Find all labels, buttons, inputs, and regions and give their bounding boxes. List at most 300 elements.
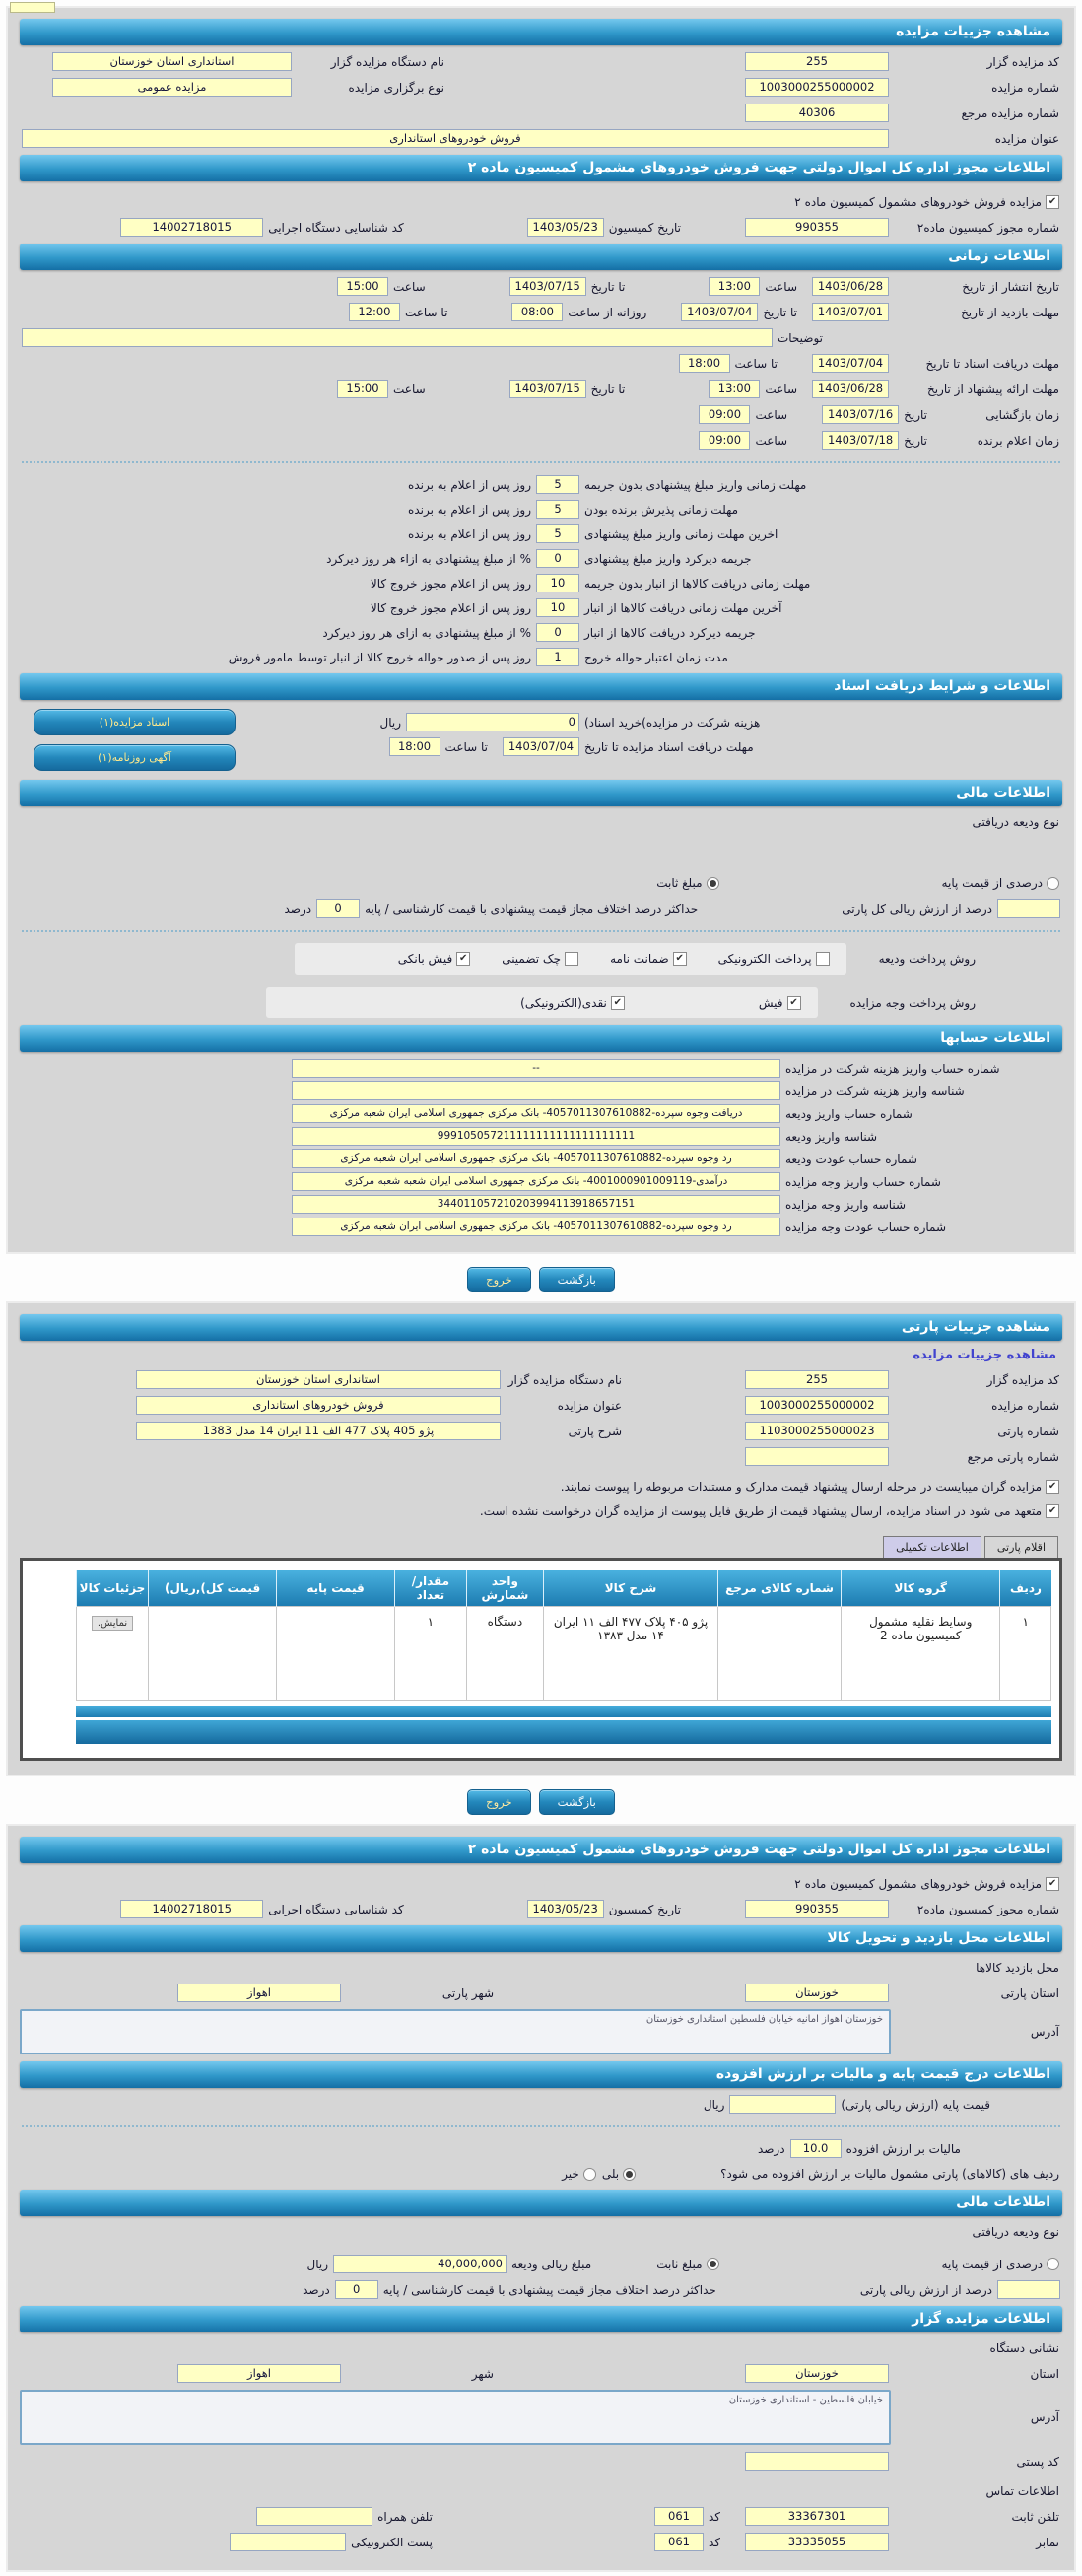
party-province-field[interactable]: خوزستان	[745, 1984, 889, 2002]
form-row	[20, 1081, 1062, 1100]
fixed-amount-radio[interactable]	[656, 876, 718, 890]
form-row	[20, 2533, 1062, 2551]
vat-field[interactable]: 10.0	[790, 2139, 842, 2158]
radio-unchecked-icon[interactable]	[1047, 877, 1059, 890]
days-after-exit-permit-text: روز پس از اعلام مجوز خروج کالا	[370, 576, 531, 591]
days-after-winner-text: روز پس از اعلام به برنده	[408, 477, 531, 492]
receipt-checkbox[interactable]	[759, 996, 801, 1010]
to-hour-label: تا ساعت	[734, 356, 778, 371]
hour-label: ساعت	[393, 382, 426, 396]
publish-to-date-field[interactable]: 1403/07/15	[509, 277, 586, 296]
column-header-base-price: قیمت پایه	[277, 1570, 395, 1607]
no-file-bid-checkbox[interactable]	[480, 1504, 1059, 1518]
form-row	[20, 1984, 1062, 2002]
opening-time-label: زمان بازگشایی	[985, 407, 1059, 422]
form-row	[20, 524, 1062, 543]
days-after-winner-text: روز پس از اعلام به برنده	[408, 526, 531, 541]
form-row	[20, 813, 1062, 831]
auction-number-field[interactable]: 1003000255000002	[745, 78, 889, 97]
base-price-label: قیمت پایه (ارزش ریالی پارتی)	[841, 2097, 990, 2112]
option-label: مبلغ ثابت	[656, 2257, 703, 2271]
auction-return-account-field[interactable]: رد وجوه سپرده-4057011307610882- بانک مرکزی جمهوری اسلامی ایران شعبه مرکزی	[292, 1218, 780, 1236]
docs-receive-deadline-time-field[interactable]: 18:00	[389, 737, 440, 756]
section-header-base-price-vat: اطلاعات درج قیمت پایه و مالیات بر ارزش افزوده	[20, 2061, 1062, 2088]
vat-yes-radio[interactable]	[602, 2167, 636, 2181]
form-row	[20, 874, 1062, 892]
party-ref-number-label: شماره پارتی مرجع	[967, 1449, 1059, 1464]
exit-permit-validity-field[interactable]: 1	[536, 648, 579, 666]
auction-number-field[interactable]: 1003000255000002	[745, 1396, 889, 1415]
form-row	[20, 1172, 1062, 1191]
form-row	[20, 2139, 1062, 2158]
to-date-label: تا تاریخ	[590, 382, 626, 396]
publish-from-time-field[interactable]: 13:00	[709, 277, 760, 296]
org-name-field[interactable]: استانداری استان خوزستان	[136, 1370, 501, 1389]
visit-from-date-field[interactable]: 1403/07/01	[812, 303, 889, 321]
checkbox-checked-icon[interactable]	[1046, 1480, 1059, 1494]
column-header-goods-description: شرح کالا	[543, 1570, 717, 1607]
exec-agency-id-label: کد شناسایی دستگاه اجرایی	[268, 220, 404, 235]
form-row	[20, 1370, 1062, 1389]
to-hour-label: تا ساعت	[404, 305, 448, 319]
certified-check-checkbox[interactable]	[502, 952, 578, 966]
form-row	[20, 598, 1062, 617]
fixed-amount-radio[interactable]	[656, 2258, 718, 2271]
tab-extra-info[interactable]: اطلاعات تکمیلی	[883, 1536, 981, 1558]
cell-count-unit: دستگاه	[466, 1607, 543, 1701]
hour-label: ساعت	[765, 279, 797, 294]
section-header-permit: اطلاعات مجوز اداره کل اموال دولتی جهت فروش خودروهای مشمول کمیسیون ماده ۲	[20, 155, 1062, 181]
bid-to-time-field[interactable]: 15:00	[337, 380, 388, 398]
fee-deposit-id-field[interactable]	[292, 1081, 780, 1100]
org-name-field[interactable]: استانداری استان خوزستان	[52, 52, 292, 71]
section-header-financial: اطلاعات مالی	[20, 780, 1062, 806]
party-summary-section	[20, 1370, 1062, 1520]
section-header-permit: اطلاعات مجوز اداره کل اموال دولتی جهت فروش خودروهای مشمول کمیسیون ماده ۲	[20, 1837, 1062, 1863]
vat-section	[20, 2139, 1062, 2183]
column-header-ref-goods-number: شماره کالای مرجع	[718, 1570, 842, 1607]
cell-base-price	[277, 1607, 395, 1701]
permit-details-panel	[6, 1824, 1076, 2572]
docs-deadline-time-field[interactable]: 18:00	[679, 354, 730, 373]
deposit-amount-field[interactable]: 40,000,000	[333, 2255, 507, 2273]
late-pay-penalty-field[interactable]: 0	[536, 549, 579, 568]
postal-code-field[interactable]	[745, 2452, 889, 2471]
form-row	[20, 549, 1062, 568]
bid-from-date-field[interactable]: 1403/06/28	[812, 380, 889, 398]
form-row	[20, 1447, 1062, 1466]
exec-agency-id-label: کد شناسایی دستگاه اجرایی	[268, 1902, 404, 1916]
hour-label: ساعت	[755, 407, 788, 422]
form-row	[20, 1478, 1062, 1496]
bid-to-date-field[interactable]: 1403/07/15	[509, 380, 586, 398]
documents-section	[20, 707, 1062, 773]
party-city-label: شهر پارتی	[441, 1985, 494, 2000]
column-header-quantity: مقدار/ تعداد	[394, 1570, 466, 1607]
column-header-total-price: قیمت کل),ریال)	[148, 1570, 276, 1607]
deposit-type-label: نوع ودیعه دریافتی	[972, 2225, 1059, 2239]
fax-field[interactable]: 33335055	[745, 2533, 889, 2551]
late-pickup-penalty-field[interactable]: 0	[536, 623, 579, 642]
checkbox-unchecked-icon[interactable]	[816, 952, 830, 966]
permit-number-label: شماره مجوز کمیسیون ماده۲	[916, 1902, 1059, 1916]
checkbox-checked-icon[interactable]	[787, 996, 801, 1010]
form-row	[20, 2364, 1062, 2383]
auction-number-label: شماره مزایده	[991, 1398, 1059, 1413]
visit-from-label: مهلت بازدید از تاریخ	[961, 305, 1059, 319]
option-label: چک تضمینی	[502, 952, 562, 966]
last-pickup-days-field[interactable]: 10	[536, 598, 579, 617]
party-subtitle: مشاهده جزییات مزایده	[913, 1348, 1056, 1362]
option-label: مزایده فروش خودروهای مشمول کمیسیون ماده ۲	[794, 1877, 1042, 1891]
option-label: پرداخت الکترونیکی	[717, 952, 812, 966]
column-header-row-index: ردیف	[1000, 1570, 1051, 1607]
form-row	[20, 2482, 1062, 2500]
percent-per-day-text: % از مبلغ پیشنهادی به ازای هر روز دیرکرد	[322, 625, 531, 640]
pay-no-penalty-days-field[interactable]: 5	[536, 475, 579, 494]
vat-label: مالیات بر ارزش افزوده	[845, 2141, 961, 2156]
option-label: مبلغ ثابت	[656, 876, 703, 890]
radio-checked-icon[interactable]	[707, 877, 719, 890]
radio-unchecked-icon[interactable]	[1047, 2258, 1059, 2270]
form-row	[20, 2255, 1062, 2273]
winner-announce-date-field[interactable]: 1403/07/18	[822, 431, 899, 450]
option-label: فیش بانکی	[397, 952, 453, 966]
dotted-divider	[22, 2125, 1060, 2127]
rial-text: ریال	[379, 715, 401, 730]
form-row	[241, 713, 1062, 731]
cell-ref-goods-number	[718, 1607, 842, 1701]
commission-date-field[interactable]: 1403/05/23	[527, 218, 604, 237]
auction-payment-method-label: روش پرداخت وجه مزایده	[849, 996, 976, 1010]
form-row	[20, 2009, 1062, 2054]
days-after-exit-permit-text: روز پس از اعلام مجوز خروج کالا	[370, 600, 531, 615]
article2-auction-checkbox[interactable]	[794, 195, 1059, 209]
ref-number-field[interactable]: 40306	[745, 104, 889, 122]
actions-bar	[0, 1258, 1082, 1301]
section-header-auction-details: مشاهده جزییات مزایده	[20, 19, 1062, 45]
exec-agency-id-field[interactable]: 14002718015	[120, 1900, 263, 1918]
hour-label: ساعت	[393, 279, 426, 294]
hour-label: ساعت	[755, 433, 788, 448]
org-name-label: نام دستگاه مزایده گزار	[507, 1372, 622, 1387]
table-header-row	[77, 1570, 1051, 1607]
form-row	[20, 129, 1062, 148]
province-label: استان	[1030, 2366, 1059, 2381]
base-price-field[interactable]	[729, 2095, 836, 2114]
visit-daily-from-time-field[interactable]: 08:00	[511, 303, 563, 321]
actions-bar	[0, 1780, 1082, 1824]
option-label: نقدی(الکترونیکی)	[520, 996, 607, 1010]
cell-goods-description: پژو ۴۰۵ پلاک ۴۷۷ الف ۱۱ ایران ۱۴ مدل ۱۳۸۳	[543, 1607, 717, 1701]
visit-location-section	[20, 1959, 1062, 2054]
deposit-account-label: شماره حساب واریز ودیعه	[785, 1106, 913, 1121]
checkbox-unchecked-icon[interactable]	[565, 952, 578, 966]
rial-text: ریال	[306, 2257, 329, 2271]
deposit-amount-label: مبلغ ریالی ودیعه	[511, 2257, 592, 2271]
winner-announce-time-field[interactable]: 09:00	[699, 431, 750, 450]
deposit-id-label: شناسه واریز ودیعه	[785, 1129, 878, 1144]
form-row	[20, 2280, 1062, 2299]
show-details-link[interactable]: نمایش.	[92, 1616, 133, 1631]
docs-receive-deadline-date-field[interactable]: 1403/07/04	[503, 737, 579, 756]
bid-from-time-field[interactable]: 13:00	[709, 380, 760, 398]
description-field[interactable]	[22, 328, 773, 347]
accounts-section	[20, 1059, 1062, 1236]
last-pickup-days-label: آخرین مهلت زمانی دریافت کالاها از انبار	[584, 600, 782, 615]
checkbox-checked-icon[interactable]	[611, 996, 625, 1010]
fee-deposit-account-field[interactable]: --	[292, 1059, 780, 1078]
deposit-account-field[interactable]: دریافت وجوه سپرده-4057011307610882- بانک مرکزی جمهوری اسلامی ایران شعبه مرکزی	[292, 1104, 780, 1123]
yellow-marker	[10, 2, 55, 13]
exit-permit-validity-label: مدت زمان اعتبار حواله خروج	[584, 650, 728, 664]
form-row	[20, 328, 1062, 347]
deposit-return-account-label: شماره حساب عودت ودیعه	[785, 1151, 917, 1166]
to-hour-label: تا ساعت	[444, 739, 488, 754]
area-code-label: کد	[708, 2535, 720, 2549]
to-date-label: تا تاریخ	[763, 305, 797, 319]
exit-button[interactable]: خروج	[467, 1267, 530, 1292]
auction-details-panel	[6, 6, 1076, 1254]
opening-time-field[interactable]: 09:00	[699, 405, 750, 424]
form-row	[20, 1422, 1062, 1440]
deposit-type-label: نوع ودیعه دریافتی	[972, 815, 1059, 829]
bidder-code-label: کد مزایده گزار	[986, 54, 1059, 69]
max-price-diff-field[interactable]: 0	[335, 2280, 378, 2299]
accept-winner-days-field[interactable]: 5	[536, 500, 579, 519]
cell-quantity: ۱	[394, 1607, 466, 1701]
cell-goods-details	[77, 1607, 149, 1701]
days-after-winner-text: روز پس از اعلام به برنده	[408, 502, 531, 517]
percent-per-day-text: % از مبلغ پیشنهادی به ازاء هر روز دیرکرد	[326, 551, 531, 566]
goods-visit-location-label: محل بازدید کالاها	[976, 1961, 1059, 1975]
documents-rows	[241, 707, 1062, 762]
party-items-box	[20, 1558, 1062, 1761]
form-row	[20, 1195, 1062, 1214]
tab-party-items[interactable]: اقلام پارتی	[984, 1536, 1058, 1558]
commission-date-field[interactable]: 1403/05/23	[527, 1900, 604, 1918]
cash-electronic-checkbox[interactable]	[520, 996, 625, 1010]
winner-announce-label: زمان اعلام برنده	[977, 433, 1059, 448]
percent-text: درصد	[757, 2141, 785, 2156]
mobile-field[interactable]	[256, 2507, 372, 2526]
visit-daily-to-time-field[interactable]: 12:00	[349, 303, 400, 321]
back-button[interactable]: بازگشت	[539, 1267, 615, 1292]
opening-date-field[interactable]: 1403/07/16	[822, 405, 899, 424]
option-label: بلی	[601, 2167, 620, 2181]
table-footer-bar	[76, 1706, 1051, 1717]
percent-of-party-value-field[interactable]	[997, 2280, 1060, 2299]
fee-deposit-account-label: شماره حساب واریز هزینه شرکت در مزایده	[785, 1061, 1000, 1076]
checkbox-checked-icon[interactable]	[1046, 1877, 1059, 1891]
form-row	[20, 1059, 1062, 1078]
option-label: ضمانت نامه	[610, 952, 669, 966]
pickup-no-penalty-days-field[interactable]: 10	[536, 574, 579, 592]
auction-title-field[interactable]: فروش خودروهای استانداری	[22, 129, 889, 148]
postal-code-label: کد پستی	[1016, 2454, 1059, 2469]
form-row	[20, 78, 1062, 97]
radio-checked-icon[interactable]	[707, 2258, 719, 2270]
option-label: مزایده گران میبایست در مرحله ارسال پیشنهاد قیمت مدارک و مستندات مربوطه را پیوست نمایند.	[560, 1480, 1042, 1494]
party-address-input[interactable]: خوزستان اهواز امانیه خیابان فلسطین استانداری خوزستان	[20, 2009, 891, 2054]
option-label: خیر	[562, 2167, 579, 2181]
mobile-label: تلفن همراه	[377, 2509, 433, 2524]
party-description-label: شرح پارتی	[568, 1424, 622, 1438]
bidder-code-field[interactable]: 255	[745, 52, 889, 71]
option-label: درصدی از قیمت پایه	[941, 2257, 1043, 2271]
checkbox-checked-icon[interactable]	[456, 952, 470, 966]
newspaper-ad-button[interactable]: آگهی روزنامه(۱)	[34, 744, 236, 771]
form-row	[20, 52, 1062, 71]
fax-area-code-field[interactable]: 061	[654, 2533, 704, 2551]
party-number-field[interactable]: 1103000255000023	[745, 1422, 889, 1440]
bank-receipt-checkbox[interactable]	[398, 952, 470, 966]
publish-date-label: تاریخ انتشار از تاریخ	[962, 279, 1059, 294]
form-row	[241, 737, 1062, 756]
org-name-label: نام دستگاه مزایده گزار	[330, 54, 444, 69]
agency-address-input[interactable]: خیابان فلسطین - استانداری خوزستان	[20, 2390, 891, 2445]
option-label: فیش	[758, 996, 783, 1010]
radio-unchecked-icon[interactable]	[583, 2168, 596, 2181]
fax-label: نمابر	[1036, 2535, 1059, 2549]
dotted-divider	[22, 930, 1060, 932]
section-header-bidder-info: اطلاعات مزایده گزار	[20, 2306, 1062, 2332]
option-label: درصدی از قیمت پایه	[941, 876, 1043, 890]
percent-of-base-radio[interactable]	[942, 2258, 1059, 2271]
form-row	[20, 303, 1062, 321]
documents-buttons	[34, 709, 236, 771]
publish-from-date-field[interactable]: 1403/06/28	[812, 277, 889, 296]
party-address-label: آدرس	[1030, 2025, 1059, 2039]
deadlines-penalties-section	[20, 475, 1062, 666]
form-row	[20, 1149, 1062, 1168]
form-row	[20, 218, 1062, 237]
guarantee-letter-checkbox[interactable]	[610, 952, 687, 966]
permit-number-field[interactable]: 990355	[745, 218, 889, 237]
checkbox-checked-icon[interactable]	[1046, 195, 1059, 209]
permit-number-label: شماره مجوز کمیسیون ماده۲	[916, 220, 1059, 235]
cell-goods-group: وسایط نقلیه مشمول کمیسیون ماده 2	[842, 1607, 1000, 1701]
agency-address-heading: نشانی دستگاه	[989, 2341, 1059, 2355]
publish-to-time-field[interactable]: 15:00	[337, 277, 388, 296]
form-row	[20, 2165, 1062, 2183]
party-city-field[interactable]: اهواز	[177, 1984, 341, 2002]
auction-payment-id-field[interactable]: 344011057210203994113918657151	[292, 1195, 780, 1214]
auction-title-label: عنوان مزایده	[557, 1398, 622, 1413]
landline-area-code-field[interactable]: 061	[654, 2507, 704, 2526]
hour-label: ساعت	[765, 382, 797, 396]
attach-documents-checkbox[interactable]	[561, 1480, 1059, 1494]
deposit-payment-method-label: روش پرداخت ودیعه	[878, 952, 976, 966]
bidder-code-label: کد مزایده گزار	[986, 1372, 1059, 1387]
docs-deadline-date-field[interactable]: 1403/07/04	[812, 354, 889, 373]
docs-deadline-label: مهلت دریافت اسناد تا تاریخ	[925, 356, 1059, 371]
dotted-divider	[22, 461, 1060, 463]
back-button[interactable]: بازگشت	[539, 1789, 615, 1815]
vat-applicable-label: ردیف های (کالاهای) پارتی مشمول مالیات بر ارزش افزوده می شود؟	[720, 2167, 1059, 2181]
section-header-timing: اطلاعات زمانی	[20, 244, 1062, 270]
last-pay-days-field[interactable]: 5	[536, 524, 579, 543]
form-row	[20, 1396, 1062, 1415]
form-row	[20, 943, 1062, 975]
form-row	[20, 2339, 1062, 2357]
column-header-goods-details: جزئیات کالا	[77, 1570, 149, 1607]
percent-of-party-value-field[interactable]	[997, 899, 1060, 918]
financial-section	[20, 2223, 1062, 2299]
form-row	[20, 623, 1062, 642]
auction-payment-account-field[interactable]: درآمدی-4001000901009119- بانک مرکزی جمهوری اسلامی ایران شعبه شعبه مرکزی	[292, 1172, 780, 1191]
section-header-accounts: اطلاعات حسابها	[20, 1025, 1062, 1052]
party-items-table	[76, 1570, 1051, 1701]
permit-number-field[interactable]: 990355	[745, 1900, 889, 1918]
exit-button[interactable]: خروج	[467, 1789, 530, 1815]
party-ref-number-field[interactable]	[745, 1447, 889, 1466]
form-row	[20, 987, 1062, 1018]
article2-auction-checkbox[interactable]	[794, 1877, 1059, 1891]
deposit-return-account-field[interactable]: رد وجوه سپرده-4057011307610882- بانک مرکزی جمهوری اسلامی ایران شعبه مرکزی	[292, 1149, 780, 1168]
auction-documents-button[interactable]: اسناد مزایده(۱)	[34, 709, 236, 735]
percent-text: درصد	[303, 2282, 330, 2297]
option-label: متعهد می شود در اسناد مزایده، ارسال پیشنهاد قیمت از طریق فایل پیوست از مزایده گران درخواست نشده است.	[479, 1504, 1042, 1518]
financial-deposit-type-section	[20, 813, 1062, 918]
email-field[interactable]	[230, 2533, 346, 2551]
entry-fee-field[interactable]: 0	[406, 713, 579, 731]
party-description-field[interactable]: پژو 405 پلاک 477 الف 11 ایران 14 مدل 1383	[136, 1422, 501, 1440]
vat-no-radio[interactable]	[562, 2167, 596, 2181]
exec-agency-id-field[interactable]: 14002718015	[120, 218, 263, 237]
auction-type-label: نوع برگزاری مزایده	[348, 80, 444, 95]
electronic-payment-checkbox[interactable]	[718, 952, 830, 966]
days-after-issue-text: روز پس از صدور حواله خروج کالا از انبار توسط مامور فروش	[228, 650, 531, 664]
form-row	[20, 405, 1062, 424]
late-pay-penalty-label: جریمه دیرکرد واریز مبلغ پیشنهادی	[584, 551, 752, 566]
percent-of-base-radio[interactable]	[942, 876, 1059, 890]
province-field[interactable]: خوزستان	[745, 2364, 889, 2383]
form-row	[20, 1959, 1062, 1977]
option-label: مزایده فروش خودروهای مشمول کمیسیون ماده ۲	[794, 195, 1042, 209]
max-price-diff-field[interactable]: 0	[316, 899, 360, 918]
bidder-code-field[interactable]: 255	[745, 1370, 889, 1389]
auction-type-field[interactable]: مزایده عمومی	[52, 78, 292, 97]
table-row	[77, 1607, 1051, 1701]
party-tabs	[20, 1536, 1058, 1558]
radio-checked-icon[interactable]	[623, 2168, 636, 2181]
auction-payment-account-label: شماره حساب واریز وجه مزایده	[785, 1174, 941, 1189]
deposit-id-field[interactable]: 999105057211111111111111111111	[292, 1127, 780, 1146]
form-row	[20, 2507, 1062, 2526]
form-row	[20, 1502, 1062, 1520]
max-price-diff-label: حداکثر درصد اختلاف مجاز قیمت پیشنهادی با قیمت کارشناسی / پایه	[365, 901, 699, 916]
form-row	[20, 104, 1062, 122]
form-row	[20, 2452, 1062, 2471]
auction-title-field[interactable]: فروش خودروهای استانداری	[136, 1396, 501, 1415]
deposit-payment-options	[295, 943, 846, 975]
permit-section	[20, 1875, 1062, 1918]
description-label: توضیحات	[777, 330, 823, 345]
party-details-panel	[6, 1301, 1076, 1776]
checkbox-checked-icon[interactable]	[1046, 1504, 1059, 1518]
form-row	[20, 574, 1062, 592]
city-field[interactable]: اهواز	[177, 2364, 341, 2383]
contact-info-heading: اطلاعات تماس	[985, 2484, 1059, 2498]
form-row	[20, 1218, 1062, 1236]
landline-field[interactable]: 33367301	[745, 2507, 889, 2526]
checkbox-checked-icon[interactable]	[673, 952, 687, 966]
financial-payment-methods-section	[20, 943, 1062, 1018]
pickup-no-penalty-days-label: مهلت زمانی دریافت کالاها از انبار بدون جریمه	[584, 576, 811, 591]
visit-to-date-field[interactable]: 1403/07/04	[681, 303, 758, 321]
date-label: تاریخ	[904, 433, 927, 448]
